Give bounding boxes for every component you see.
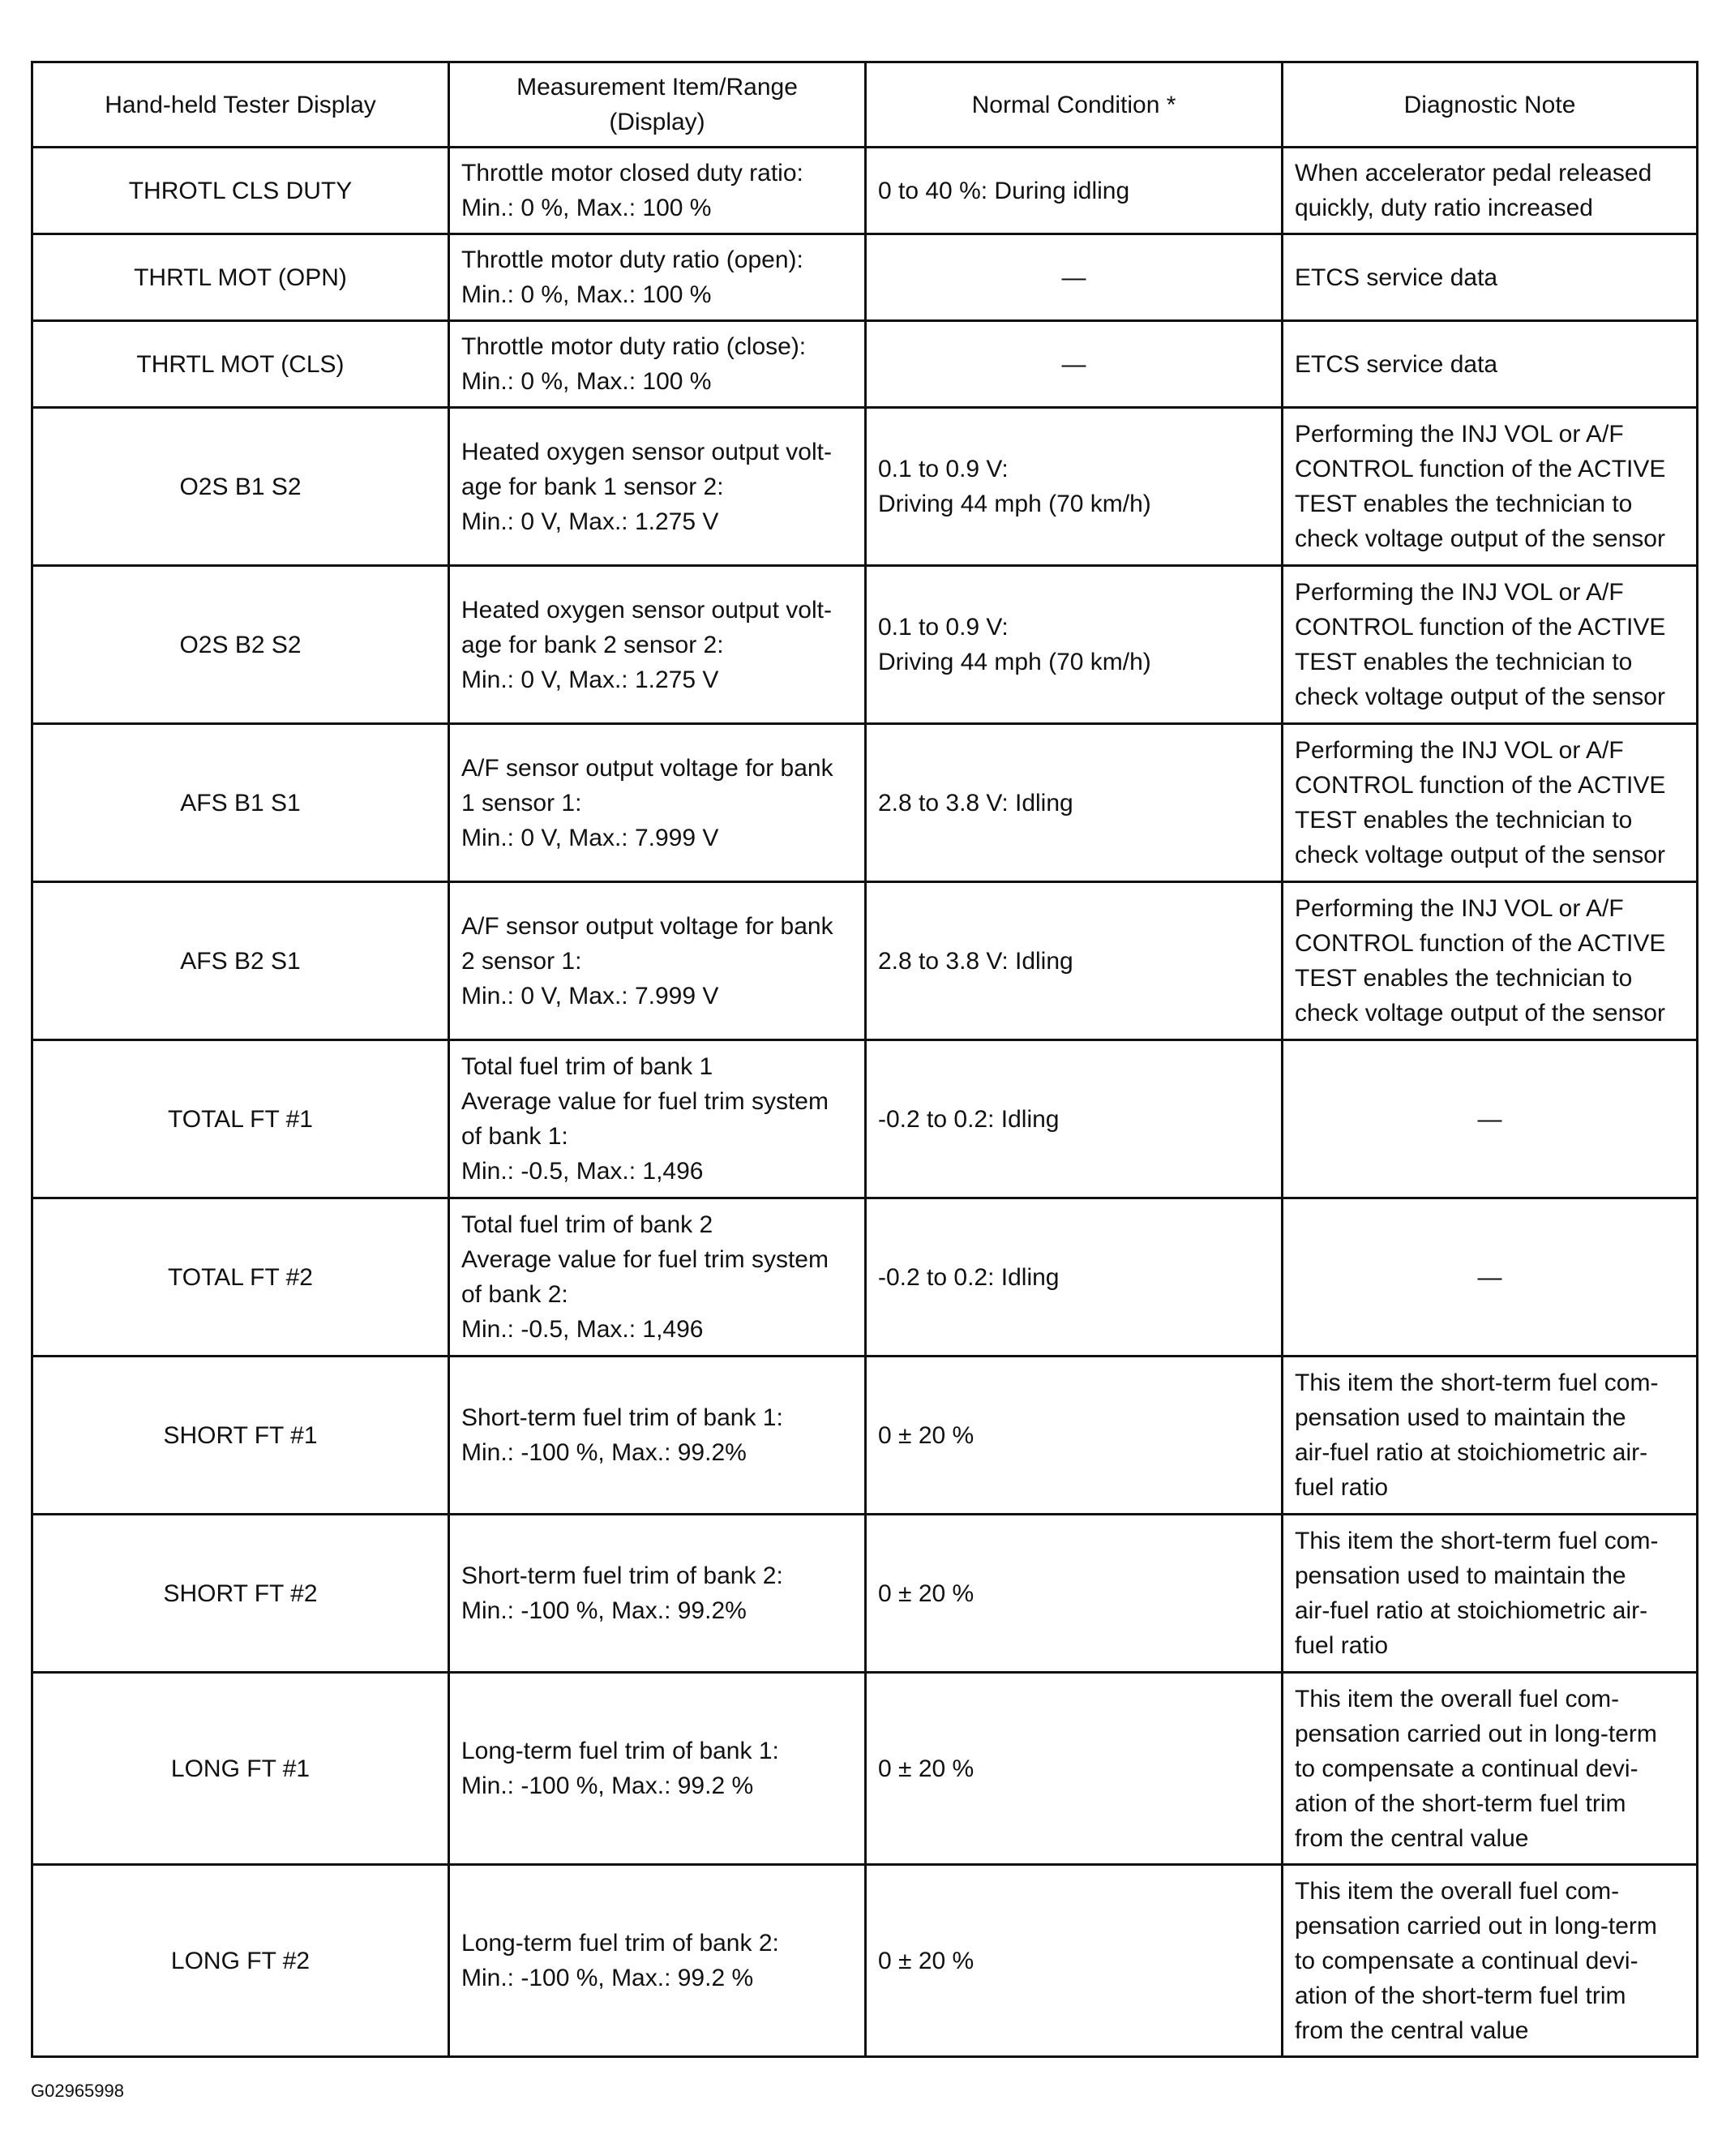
cell-diagnostic-note-line: Performing the INJ VOL or A/F xyxy=(1295,421,1624,448)
cell-normal-condition xyxy=(866,321,1283,408)
cell-diagnostic-note-line: CONTROL function of the ACTIVE xyxy=(1295,772,1666,799)
header-diagnostic-note: Diagnostic Note xyxy=(1283,62,1698,148)
header-measurement-line: (Display) xyxy=(609,109,705,135)
cell-tester-display: AFS B1 S1 xyxy=(32,724,449,882)
table-row xyxy=(32,724,1698,882)
cell-diagnostic-note xyxy=(1283,1865,1698,2057)
cell-diagnostic-note-line: pensation carried out in long-term xyxy=(1295,1912,1657,1940)
cell-measurement-item-line: of bank 2: xyxy=(461,1281,568,1308)
cell-tester-display: LONG FT #2 xyxy=(32,1865,449,2057)
cell-normal-condition xyxy=(866,1357,1283,1515)
cell-tester-display: SHORT FT #1 xyxy=(32,1357,449,1515)
table-row xyxy=(32,882,1698,1040)
cell-diagnostic-note-line: — xyxy=(1477,1263,1502,1291)
cell-diagnostic-note-line: check voltage output of the sensor xyxy=(1295,684,1665,710)
cell-measurement-item-line: of bank 1: xyxy=(461,1123,568,1150)
table-row xyxy=(32,1865,1698,2057)
table-row xyxy=(32,1198,1698,1357)
cell-normal-condition-line: 0 ± 20 % xyxy=(878,1947,975,1974)
cell-diagnostic-note-line: ETCS service data xyxy=(1295,350,1498,378)
table-row xyxy=(32,321,1698,408)
cell-tester-display: O2S B1 S2 xyxy=(32,408,449,566)
table-row xyxy=(32,148,1698,234)
cell-measurement-item-line: Min.: 0 %, Max.: 100 % xyxy=(461,281,712,308)
cell-measurement-item-line: Min.: 0 V, Max.: 7.999 V xyxy=(461,982,719,1009)
cell-diagnostic-note-line: check voltage output of the sensor xyxy=(1295,842,1665,868)
table-body xyxy=(32,148,1698,2057)
cell-measurement-item-line: Total fuel trim of bank 2 xyxy=(461,1211,713,1238)
cell-measurement-item-line: Min.: 0 V, Max.: 7.999 V xyxy=(461,824,719,851)
header-normal-condition: Normal Condition * xyxy=(866,62,1283,148)
cell-tester-display: TOTAL FT #1 xyxy=(32,1040,449,1198)
cell-measurement-item-line: Min.: 0 %, Max.: 100 % xyxy=(461,195,712,221)
cell-diagnostic-note-line: ation of the short-term fuel trim xyxy=(1295,1790,1626,1817)
cell-diagnostic-note-line: TEST enables the technician to xyxy=(1295,965,1633,992)
cell-diagnostic-note-line: CONTROL function of the ACTIVE xyxy=(1295,456,1666,482)
header-measurement-item xyxy=(449,62,866,148)
cell-diagnostic-note-line: from the central value xyxy=(1295,1824,1529,1852)
cell-normal-condition xyxy=(866,1515,1283,1673)
cell-diagnostic-note xyxy=(1283,234,1698,321)
cell-measurement-item-line: Min.: -100 %, Max.: 99.2% xyxy=(461,1597,747,1624)
cell-measurement-item-line: age for bank 1 sensor 2: xyxy=(461,473,724,500)
cell-measurement-item xyxy=(449,882,866,1040)
cell-measurement-item-line: Average value for fuel trim system xyxy=(461,1246,829,1273)
cell-measurement-item xyxy=(449,1865,866,2057)
cell-normal-condition-line: — xyxy=(1061,350,1086,378)
cell-diagnostic-note xyxy=(1283,1198,1698,1357)
cell-normal-condition-line: 0 ± 20 % xyxy=(878,1421,975,1449)
cell-normal-condition xyxy=(866,724,1283,882)
cell-diagnostic-note-line: This item the short-term fuel com- xyxy=(1295,1369,1659,1396)
cell-measurement-item-line: Throttle motor duty ratio (close): xyxy=(461,333,807,360)
cell-diagnostic-note-line: pensation used to maintain the xyxy=(1295,1562,1626,1589)
cell-diagnostic-note-line: — xyxy=(1477,1105,1502,1133)
cell-diagnostic-note-line: TEST enables the technician to xyxy=(1295,649,1633,675)
cell-diagnostic-note-line: When accelerator pedal released xyxy=(1295,160,1652,186)
cell-normal-condition-line: 0 to 40 %: During idling xyxy=(878,177,1130,204)
cell-tester-display: TOTAL FT #2 xyxy=(32,1198,449,1357)
cell-tester-display: O2S B2 S2 xyxy=(32,566,449,724)
cell-diagnostic-note-line: Performing the INJ VOL or A/F xyxy=(1295,737,1624,764)
cell-normal-condition-line: Driving 44 mph (70 km/h) xyxy=(878,491,1151,517)
cell-measurement-item-line: A/F sensor output voltage for bank xyxy=(461,912,833,940)
cell-normal-condition xyxy=(866,148,1283,234)
table-row xyxy=(32,1515,1698,1673)
cell-measurement-item-line: Min.: -100 %, Max.: 99.2 % xyxy=(461,1772,754,1799)
cell-normal-condition xyxy=(866,1865,1283,2057)
table-row xyxy=(32,1357,1698,1515)
cell-tester-display: THROTL CLS DUTY xyxy=(32,148,449,234)
cell-diagnostic-note-line: TEST enables the technician to xyxy=(1295,491,1633,517)
cell-tester-display: AFS B2 S1 xyxy=(32,882,449,1040)
cell-measurement-item-line: 1 sensor 1: xyxy=(461,789,582,817)
cell-normal-condition-line: 0 ± 20 % xyxy=(878,1755,975,1782)
cell-measurement-item-line: Min.: -100 %, Max.: 99.2% xyxy=(461,1439,747,1466)
cell-diagnostic-note-line: ation of the short-term fuel trim xyxy=(1295,1982,1626,2009)
cell-diagnostic-note-line: TEST enables the technician to xyxy=(1295,807,1633,834)
cell-tester-display: LONG FT #1 xyxy=(32,1673,449,1865)
cell-diagnostic-note-line: air-fuel ratio at stoichiometric air- xyxy=(1295,1597,1648,1624)
cell-diagnostic-note-line: Performing the INJ VOL or A/F xyxy=(1295,895,1624,922)
cell-measurement-item-line: Min.: 0 %, Max.: 100 % xyxy=(461,368,712,395)
cell-diagnostic-note-line: This item the overall fuel com- xyxy=(1295,1685,1620,1712)
cell-measurement-item-line: Min.: 0 V, Max.: 1.275 V xyxy=(461,508,719,535)
cell-diagnostic-note xyxy=(1283,724,1698,882)
cell-measurement-item-line: Short-term fuel trim of bank 1: xyxy=(461,1404,783,1431)
cell-normal-condition xyxy=(866,566,1283,724)
cell-measurement-item-line: Long-term fuel trim of bank 2: xyxy=(461,1930,779,1957)
cell-normal-condition-line: -0.2 to 0.2: Idling xyxy=(878,1263,1060,1291)
cell-normal-condition xyxy=(866,408,1283,566)
cell-diagnostic-note-line: from the central value xyxy=(1295,2017,1529,2044)
cell-diagnostic-note-line: fuel ratio xyxy=(1295,1474,1389,1501)
cell-diagnostic-note-line: to compensate a continual devi- xyxy=(1295,1947,1638,1974)
header-tester-display: Hand-held Tester Display xyxy=(32,62,449,148)
table-row xyxy=(32,234,1698,321)
diagnostic-data-table xyxy=(31,61,1698,2058)
cell-diagnostic-note-line: ETCS service data xyxy=(1295,264,1498,291)
cell-normal-condition-line: — xyxy=(1061,264,1086,291)
cell-measurement-item-line: Throttle motor closed duty ratio: xyxy=(461,160,803,186)
table-row xyxy=(32,408,1698,566)
cell-diagnostic-note xyxy=(1283,1515,1698,1673)
cell-diagnostic-note xyxy=(1283,566,1698,724)
cell-normal-condition xyxy=(866,1040,1283,1198)
cell-measurement-item xyxy=(449,234,866,321)
cell-measurement-item-line: Total fuel trim of bank 1 xyxy=(461,1053,713,1080)
cell-tester-display: SHORT FT #2 xyxy=(32,1515,449,1673)
cell-diagnostic-note-line: CONTROL function of the ACTIVE xyxy=(1295,614,1666,641)
cell-measurement-item-line: Min.: -100 %, Max.: 99.2 % xyxy=(461,1965,754,1991)
cell-diagnostic-note-line: check voltage output of the sensor xyxy=(1295,525,1665,552)
cell-diagnostic-note-line: air-fuel ratio at stoichiometric air- xyxy=(1295,1439,1648,1466)
cell-normal-condition-line: 0.1 to 0.9 V: xyxy=(878,456,1009,482)
cell-tester-display: THRTL MOT (CLS) xyxy=(32,321,449,408)
cell-diagnostic-note xyxy=(1283,1673,1698,1865)
cell-measurement-item xyxy=(449,724,866,882)
cell-diagnostic-note xyxy=(1283,882,1698,1040)
cell-measurement-item-line: A/F sensor output voltage for bank xyxy=(461,754,833,782)
cell-diagnostic-note xyxy=(1283,1040,1698,1198)
cell-normal-condition xyxy=(866,882,1283,1040)
cell-measurement-item xyxy=(449,148,866,234)
cell-normal-condition-line: 2.8 to 3.8 V: Idling xyxy=(878,789,1073,817)
table-row xyxy=(32,1040,1698,1198)
cell-measurement-item-line: age for bank 2 sensor 2: xyxy=(461,631,724,658)
cell-normal-condition-line: 0.1 to 0.9 V: xyxy=(878,614,1009,641)
cell-measurement-item xyxy=(449,1357,866,1515)
cell-measurement-item-line: Min.: -0.5, Max.: 1,496 xyxy=(461,1316,704,1343)
cell-diagnostic-note xyxy=(1283,1357,1698,1515)
cell-measurement-item xyxy=(449,321,866,408)
cell-tester-display: THRTL MOT (OPN) xyxy=(32,234,449,321)
cell-measurement-item-line: Min.: -0.5, Max.: 1,496 xyxy=(461,1158,704,1185)
cell-normal-condition xyxy=(866,1673,1283,1865)
cell-measurement-item xyxy=(449,1515,866,1673)
cell-diagnostic-note xyxy=(1283,408,1698,566)
cell-measurement-item-line: Heated oxygen sensor output volt- xyxy=(461,438,832,465)
cell-measurement-item xyxy=(449,1198,866,1357)
cell-diagnostic-note-line: CONTROL function of the ACTIVE xyxy=(1295,930,1666,957)
cell-measurement-item-line: 2 sensor 1: xyxy=(461,947,582,975)
cell-normal-condition-line: 2.8 to 3.8 V: Idling xyxy=(878,947,1073,975)
cell-diagnostic-note-line: fuel ratio xyxy=(1295,1632,1389,1659)
cell-measurement-item xyxy=(449,1673,866,1865)
cell-measurement-item xyxy=(449,408,866,566)
cell-diagnostic-note-line: quickly, duty ratio increased xyxy=(1295,195,1593,221)
cell-measurement-item-line: Throttle motor duty ratio (open): xyxy=(461,246,803,273)
cell-measurement-item xyxy=(449,1040,866,1198)
cell-normal-condition-line: Driving 44 mph (70 km/h) xyxy=(878,649,1151,675)
cell-diagnostic-note-line: Performing the INJ VOL or A/F xyxy=(1295,579,1624,606)
cell-measurement-item-line: Min.: 0 V, Max.: 1.275 V xyxy=(461,666,719,693)
cell-diagnostic-note-line: This item the overall fuel com- xyxy=(1295,1877,1620,1905)
header-measurement-line: Measurement Item/Range xyxy=(516,74,798,101)
cell-normal-condition xyxy=(866,234,1283,321)
cell-normal-condition-line: -0.2 to 0.2: Idling xyxy=(878,1105,1060,1133)
cell-normal-condition xyxy=(866,1198,1283,1357)
cell-diagnostic-note-line: check voltage output of the sensor xyxy=(1295,1000,1665,1027)
cell-diagnostic-note-line: This item the short-term fuel com- xyxy=(1295,1528,1659,1554)
cell-normal-condition-line: 0 ± 20 % xyxy=(878,1579,975,1607)
figure-id-label: G02965998 xyxy=(31,2081,124,2101)
cell-measurement-item-line: Short-term fuel trim of bank 2: xyxy=(461,1562,783,1589)
cell-diagnostic-note xyxy=(1283,148,1698,234)
table-row xyxy=(32,566,1698,724)
cell-diagnostic-note-line: pensation used to maintain the xyxy=(1295,1404,1626,1431)
table-header-row xyxy=(32,62,1698,148)
cell-diagnostic-note-line: pensation carried out in long-term xyxy=(1295,1720,1657,1747)
cell-measurement-item xyxy=(449,566,866,724)
cell-measurement-item-line: Long-term fuel trim of bank 1: xyxy=(461,1738,779,1764)
cell-measurement-item-line: Heated oxygen sensor output volt- xyxy=(461,596,832,624)
cell-diagnostic-note-line: to compensate a continual devi- xyxy=(1295,1755,1638,1782)
cell-measurement-item-line: Average value for fuel trim system xyxy=(461,1088,829,1115)
table-row xyxy=(32,1673,1698,1865)
cell-diagnostic-note xyxy=(1283,321,1698,408)
